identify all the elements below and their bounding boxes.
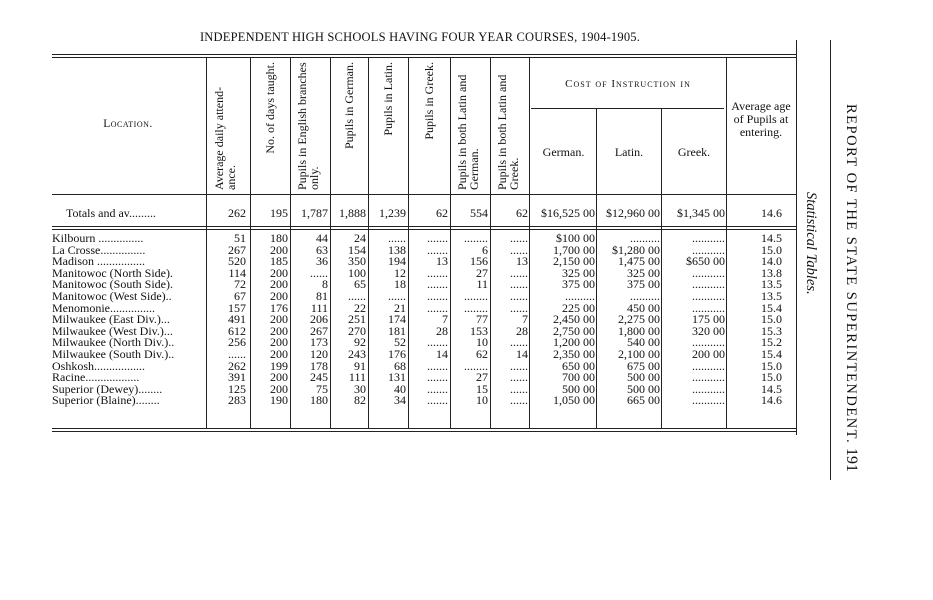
cell-cost-german: $16,525 00 <box>541 206 595 220</box>
cell-greek: ....... <box>427 289 448 303</box>
cell-english: 44 <box>316 231 328 245</box>
top-rule <box>52 54 797 55</box>
cell-latin-greek: 14 <box>516 347 528 361</box>
cell-cost-greek: ........... <box>692 277 725 292</box>
cell-cost-german: 650 00 <box>562 358 595 373</box>
cell-german: 65 <box>354 277 366 292</box>
cell-avg-age: 14.6 <box>761 206 782 220</box>
cell-latin: 181 <box>388 323 406 338</box>
cell-attendance: 283 <box>228 393 246 408</box>
totals-rule-2 <box>52 229 797 230</box>
header-attendance: Average daily attend-ance. <box>212 86 238 190</box>
cell-latin: 1,239 <box>379 206 406 220</box>
cell-cost-greek: ........... <box>692 242 725 257</box>
cell-english: 63 <box>316 242 328 257</box>
cell-english: 81 <box>316 289 328 303</box>
cell-greek: ....... <box>427 370 448 385</box>
cell-cost-greek: $650 00 <box>686 254 725 269</box>
cell-cost-german: 1,050 00 <box>553 393 595 408</box>
cell-greek: 62 <box>436 206 448 220</box>
cell-greek: ....... <box>427 300 448 315</box>
cell-location: Milwaukee (North Div.).. <box>52 335 175 350</box>
cell-cost-latin: 665 00 <box>627 393 660 408</box>
cell-location: Oshkosh................. <box>52 358 146 373</box>
cell-cost-german: 1,200 00 <box>553 335 595 350</box>
cell-avg-age: 14.5 <box>761 231 782 245</box>
cell-cost-greek: 320 00 <box>692 323 725 338</box>
cell-greek: ....... <box>427 381 448 396</box>
cell-cost-german: 325 00 <box>562 265 595 280</box>
cell-latin: 52 <box>394 335 406 350</box>
cell-latin: 68 <box>394 358 406 373</box>
totals-rule <box>52 226 797 227</box>
cell-attendance: 157 <box>228 300 246 315</box>
cell-cost-latin: $12,960 00 <box>606 206 660 220</box>
cell-cost-latin: 500 00 <box>627 370 660 385</box>
cell-latin-greek: ...... <box>510 242 528 257</box>
cell-german: 154 <box>348 242 366 257</box>
header-cost-latin: Latin. <box>614 145 644 159</box>
cell-latin: 131 <box>388 370 406 385</box>
cost-subheader-rule <box>531 108 724 109</box>
cell-latin-greek: ...... <box>510 265 528 280</box>
cell-cost-german: $100 00 <box>556 231 595 245</box>
cell-cost-greek: ........... <box>692 265 725 280</box>
cell-cost-latin: $1,280 00 <box>612 242 660 257</box>
cell-latin-german: 6 <box>482 242 488 257</box>
cell-english: 180 <box>310 393 328 408</box>
cell-cost-german: 2,350 00 <box>553 347 595 361</box>
cell-avg-age: 15.0 <box>761 242 782 257</box>
cell-latin-german: ........ <box>464 231 488 245</box>
cell-cost-latin: 1,475 00 <box>618 254 660 269</box>
cell-cost-latin: 375 00 <box>627 277 660 292</box>
cell-german: 243 <box>348 347 366 361</box>
cell-greek: ....... <box>427 242 448 257</box>
cell-attendance: 67 <box>234 289 246 303</box>
cell-cost-greek: ........... <box>692 393 725 408</box>
right-border <box>796 40 797 435</box>
cell-location: Manitowoc (West Side).. <box>52 289 172 303</box>
cell-latin-german: 554 <box>470 206 488 220</box>
cell-cost-german: 2,150 00 <box>553 254 595 269</box>
cell-location: La Crosse............... <box>52 242 146 257</box>
cell-english: ...... <box>310 265 328 280</box>
cell-cost-greek: ........... <box>692 300 725 315</box>
cell-latin-german: ........ <box>464 289 488 303</box>
cell-attendance: 262 <box>228 358 246 373</box>
cell-cost-german: 1,700 00 <box>553 242 595 257</box>
cell-german: 22 <box>354 300 366 315</box>
cell-avg-age: 13.5 <box>761 277 782 292</box>
cell-latin-greek: ...... <box>510 277 528 292</box>
cell-attendance: 262 <box>228 206 246 220</box>
cell-cost-german: 225 00 <box>562 300 595 315</box>
cell-greek: ....... <box>427 393 448 408</box>
cell-german: 91 <box>354 358 366 373</box>
cell-cost-latin: .......... <box>630 231 660 245</box>
cell-location: Milwaukee (East Div.)... <box>52 312 170 327</box>
cell-latin-greek: 28 <box>516 323 528 338</box>
cell-greek: ....... <box>427 335 448 350</box>
header-location: Location. <box>103 118 153 130</box>
cell-cost-german: 2,750 00 <box>553 323 595 338</box>
cell-latin-german: 15 <box>476 381 488 396</box>
cell-english: 206 <box>310 312 328 327</box>
cell-cost-greek: ........... <box>692 358 725 373</box>
cell-days: 199 <box>270 358 288 373</box>
cell-english: 75 <box>316 381 328 396</box>
col-divider <box>490 58 491 428</box>
cell-days: 200 <box>270 381 288 396</box>
cell-german: 100 <box>348 265 366 280</box>
cell-english: 1,787 <box>301 206 328 220</box>
cell-avg-age: 15.0 <box>761 358 782 373</box>
cell-location: Menomonie............... <box>52 300 155 315</box>
cell-english: 111 <box>310 300 328 315</box>
cell-days: 200 <box>270 347 288 361</box>
header-english: Pupils in English branches only. <box>295 62 321 190</box>
cell-cost-greek: ........... <box>692 381 725 396</box>
cell-german: 30 <box>354 381 366 396</box>
cell-cost-latin: 450 00 <box>627 300 660 315</box>
cell-latin-german: 10 <box>476 393 488 408</box>
cell-greek: 14 <box>436 347 448 361</box>
cell-cost-latin: .......... <box>630 289 660 303</box>
cell-cost-latin: 1,800 00 <box>618 323 660 338</box>
cell-location: Milwaukee (West Div.)... <box>52 323 173 338</box>
totals-label: Totals and av......... <box>66 206 157 220</box>
cell-avg-age: 14.5 <box>761 381 782 396</box>
cell-attendance: 491 <box>228 312 246 327</box>
cell-latin: 18 <box>394 277 406 292</box>
col-divider <box>206 58 207 428</box>
cell-english: 120 <box>310 347 328 361</box>
cell-latin-german: 77 <box>476 312 488 327</box>
cell-location: Madison ................ <box>52 254 145 269</box>
cell-latin-german: 27 <box>476 370 488 385</box>
cell-english: 178 <box>310 358 328 373</box>
cell-avg-age: 14.0 <box>761 254 782 269</box>
cell-attendance: 125 <box>228 381 246 396</box>
cell-latin: 174 <box>388 312 406 327</box>
cell-location: Manitowoc (North Side). <box>52 265 173 280</box>
cell-cost-greek: ........... <box>692 335 725 350</box>
cell-days: 200 <box>270 242 288 257</box>
cell-greek: 28 <box>436 323 448 338</box>
header-greek: Pupils in Greek. <box>422 62 436 140</box>
cell-greek: 13 <box>436 254 448 269</box>
outer-right-border <box>830 40 831 480</box>
col-divider <box>250 58 251 428</box>
cell-cost-greek: 175 00 <box>692 312 725 327</box>
cell-english: 245 <box>310 370 328 385</box>
cell-latin-greek: ...... <box>510 358 528 373</box>
cell-days: 200 <box>270 289 288 303</box>
cell-german: 270 <box>348 323 366 338</box>
cell-greek: ....... <box>427 265 448 280</box>
cell-cost-latin: 325 00 <box>627 265 660 280</box>
cell-latin: 34 <box>394 393 406 408</box>
header-bottom-rule <box>52 194 797 195</box>
cell-attendance: 51 <box>234 231 246 245</box>
cell-german: 82 <box>354 393 366 408</box>
cell-avg-age: 15.4 <box>761 300 782 315</box>
cell-cost-latin: 2,275 00 <box>618 312 660 327</box>
cell-german: 251 <box>348 312 366 327</box>
cell-days: 200 <box>270 312 288 327</box>
cell-cost-latin: 540 00 <box>627 335 660 350</box>
cell-attendance: 256 <box>228 335 246 350</box>
cell-latin: 176 <box>388 347 406 361</box>
cell-german: 111 <box>348 370 366 385</box>
cell-latin-greek: ...... <box>510 231 528 245</box>
header-german: Pupils in German. <box>342 62 356 149</box>
section-subtitle: Statistical Tables. <box>803 192 819 295</box>
cell-english: 267 <box>310 323 328 338</box>
cell-location: Superior (Blaine)........ <box>52 393 160 408</box>
header-latin: Pupils in Latin. <box>381 62 395 136</box>
cell-avg-age: 13.5 <box>761 289 782 303</box>
cell-location: Manitowoc (South Side). <box>52 277 173 292</box>
cell-cost-latin: 500 00 <box>627 381 660 396</box>
cell-avg-age: 15.0 <box>761 312 782 327</box>
cell-latin: 138 <box>388 242 406 257</box>
cell-location: Milwaukee (South Div.).. <box>52 347 175 361</box>
cell-cost-greek: $1,345 00 <box>677 206 725 220</box>
cell-latin-german: ........ <box>464 300 488 315</box>
header-avg-age: Average age of Pupils at entering. <box>731 99 791 139</box>
cell-attendance: 114 <box>228 265 246 280</box>
cell-days: 195 <box>270 206 288 220</box>
cell-greek: ....... <box>427 358 448 373</box>
cell-latin-german: 11 <box>476 277 488 292</box>
cell-days: 190 <box>270 393 288 408</box>
cell-latin-greek: ...... <box>510 370 528 385</box>
cell-attendance: ...... <box>228 347 246 361</box>
cell-cost-greek: ........... <box>692 231 725 245</box>
cell-cost-greek: ........... <box>692 289 725 303</box>
cell-location: Superior (Dewey)........ <box>52 381 163 396</box>
cell-cost-german: 700 00 <box>562 370 595 385</box>
cell-avg-age: 15.2 <box>761 335 782 350</box>
header-cost-german: German. <box>542 145 585 159</box>
cell-latin-greek: ...... <box>510 335 528 350</box>
cell-german: 350 <box>348 254 366 269</box>
cell-cost-greek: 200 00 <box>692 347 725 361</box>
cell-german: ...... <box>348 289 366 303</box>
cell-location: Kilbourn ............... <box>52 231 144 245</box>
cell-cost-german: 375 00 <box>562 277 595 292</box>
header-days: No. of days taught. <box>263 62 277 154</box>
cell-days: 200 <box>270 277 288 292</box>
col-divider <box>450 58 451 428</box>
cell-latin: ...... <box>388 231 406 245</box>
cell-cost-german: .......... <box>565 289 595 303</box>
cell-days: 185 <box>270 254 288 269</box>
cell-days: 200 <box>270 265 288 280</box>
col-divider <box>290 58 291 428</box>
cell-latin-greek: 7 <box>522 312 528 327</box>
cell-location: Racine.................. <box>52 370 140 385</box>
cell-greek: 7 <box>442 312 448 327</box>
cell-days: 180 <box>270 231 288 245</box>
cell-english: 173 <box>310 335 328 350</box>
cell-latin-greek: ...... <box>510 289 528 303</box>
cell-latin-german: 62 <box>476 347 488 361</box>
cell-latin-german: 27 <box>476 265 488 280</box>
top-rule-2 <box>52 57 797 58</box>
cell-latin-german: 153 <box>470 323 488 338</box>
cell-days: 200 <box>270 335 288 350</box>
bottom-rule-2 <box>52 431 797 432</box>
cell-latin-german: 10 <box>476 335 488 350</box>
cell-cost-greek: ........... <box>692 370 725 385</box>
cell-german: 1,888 <box>339 206 366 220</box>
page-title: INDEPENDENT HIGH SCHOOLS HAVING FOUR YEAR COURSES, 1904-1905. <box>199 30 641 44</box>
cell-avg-age: 13.8 <box>761 265 782 280</box>
cell-latin: 40 <box>394 381 406 396</box>
cell-avg-age: 14.6 <box>761 393 782 408</box>
header-cost-greek: Greek. <box>677 145 711 159</box>
header-latin-german: Pupils in both Latin and German. <box>455 74 481 190</box>
page-number: 191 <box>843 448 860 472</box>
cell-english: 8 <box>322 277 328 292</box>
cell-avg-age: 15.4 <box>761 347 782 361</box>
cell-days: 200 <box>270 323 288 338</box>
cell-greek: ....... <box>427 231 448 245</box>
cell-attendance: 612 <box>228 323 246 338</box>
cell-latin: ...... <box>388 289 406 303</box>
cell-avg-age: 15.0 <box>761 370 782 385</box>
cell-attendance: 391 <box>228 370 246 385</box>
cell-cost-latin: 2,100 00 <box>618 347 660 361</box>
header-latin-greek: Pupils in both Latin and Greek. <box>495 74 521 190</box>
cell-greek: ....... <box>427 277 448 292</box>
cell-days: 176 <box>270 300 288 315</box>
cell-latin-german: ........ <box>464 358 488 373</box>
col-divider <box>368 58 369 428</box>
cell-avg-age: 15.3 <box>761 323 782 338</box>
cell-latin-greek: 13 <box>516 254 528 269</box>
cell-attendance: 72 <box>234 277 246 292</box>
running-header: REPORT OF THE STATE SUPERINTENDENT. <box>843 104 859 445</box>
cell-latin-greek: 62 <box>516 206 528 220</box>
cell-days: 200 <box>270 370 288 385</box>
col-divider <box>408 58 409 428</box>
cell-cost-german: 2,450 00 <box>553 312 595 327</box>
cell-latin: 12 <box>394 265 406 280</box>
cell-english: 36 <box>316 254 328 269</box>
cell-latin-greek: ...... <box>510 393 528 408</box>
bottom-rule <box>52 428 797 429</box>
cell-latin-german: 156 <box>470 254 488 269</box>
cell-attendance: 520 <box>228 254 246 269</box>
col-divider <box>330 58 331 428</box>
cell-latin-greek: ...... <box>510 300 528 315</box>
cell-german: 92 <box>354 335 366 350</box>
cell-latin: 21 <box>394 300 406 315</box>
header-cost: Cost of Instruction in <box>565 78 691 90</box>
cell-cost-german: 500 00 <box>562 381 595 396</box>
cell-latin: 194 <box>388 254 406 269</box>
cell-german: 24 <box>354 231 366 245</box>
cell-cost-latin: 675 00 <box>627 358 660 373</box>
cell-attendance: 267 <box>228 242 246 257</box>
cell-latin-greek: ...... <box>510 381 528 396</box>
